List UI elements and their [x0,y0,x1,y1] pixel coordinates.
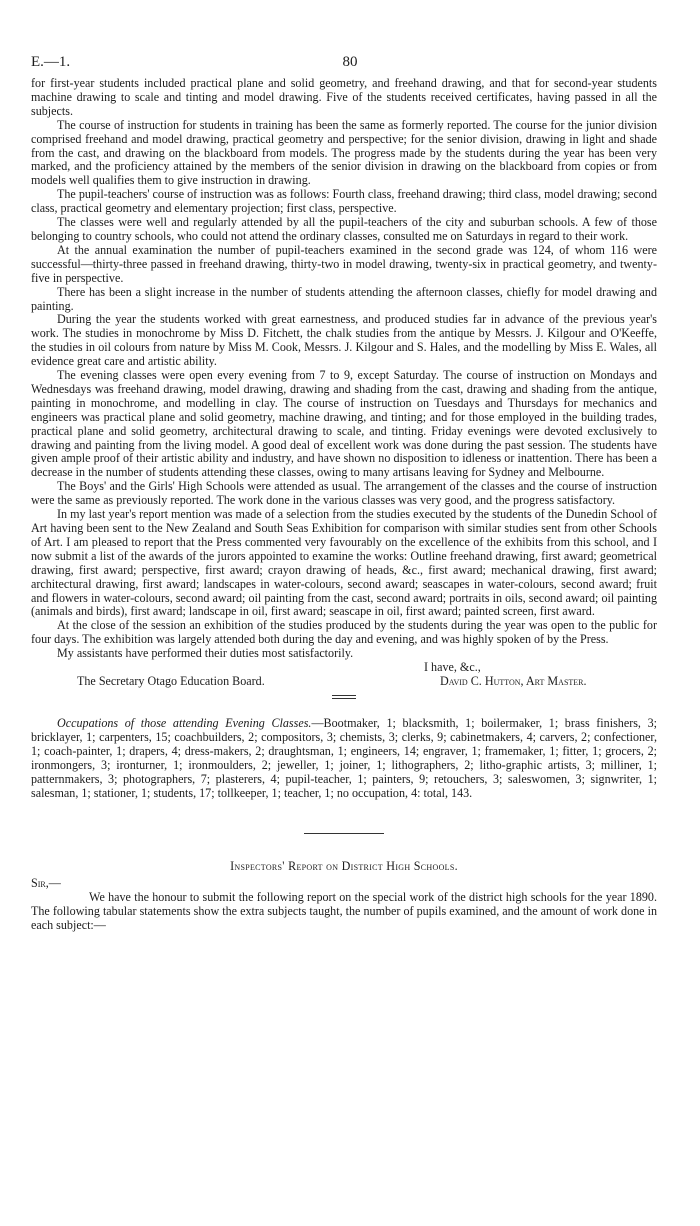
closing-line [31,661,657,675]
page-header [31,56,669,74]
paragraph: The Boys' and the Girls' High Schools were attended as usual. The arrangement of the classes and the course of instruction were the same as previously reported. The work done in the various classes was very good, and the progress satisfactory. [31,479,657,508]
recipient: The Secretary Otago Education Board. [77,674,265,689]
divider [332,695,356,696]
paragraph: At the annual examination the number of pupil-teachers examined in the second grade was 124, of whom 116 were successful—thirty-three passed in freehand drawing, thirty-two in model drawing, twenty-six in practical geometry, and twenty-five in perspective. [31,242,657,285]
occupations-label: Occupations of those attending Evening Classes. [57,716,312,731]
paragraph-continuation: for first-year students included practical plane and solid geometry, and freehand drawing, and that for second-year students machine drawing to scale and tinting and model drawing. Five of the students received certificates, having passed in all the subjects. [31,76,657,118]
section-divider [304,833,384,834]
paragraph: The evening classes were open every evening from 7 to 9, except Saturday. The course of instruction on Mondays and Wednesdays was freehand drawing, model drawing, drawing and shading from the cast, drawing and shading from the antique, painting in monochrome, and modelling in clay. The course of instruction on Tuesdays and Thursdays for mechanics and engineers was practical plane and solid geometry, machine drawing, and tinting; and for those employed in the building trades, practical plane and solid geometry, architectural drawing to scale, and tinting. Friday evenings were devoted exclusively to drawing and painting from the living model. A good deal of excellent work was done during the past session. The students have given ample proof of their artistic ability and industry, and have shown no disposition to idleness or inattention. There has been a decrease in the number of students attending these classes, owing to many artisans leaving for Sydney and Melbourne. [31,368,657,480]
paragraph: There has been a slight increase in the number of students attending the afternoon classes, chiefly for model drawing and painting. [31,284,657,313]
report-intro: We have the honour to submit the following report on the special work of the district high schools for the year 1890. The following tabular statements show the extra subjects taught, the number of pupils examined, and the amount of work done in each subject:— [31,890,657,933]
section-title: Inspectors' Report on District High Schools. [230,858,458,873]
salutation: Sir,— [31,876,61,891]
paragraph: The classes were well and regularly attended by all the pupil-teachers of the city and suburban schools. A few of those belonging to country schools, who could not attend the ordinary classes, consulted me on Saturdays in regard to their work. [31,215,657,243]
paragraph: At the close of the session an exhibition of the studies produced by the students during the year was open to the public for four days. The exhibition was largely attended both during the day and evening, and was highly spoken of by the Press. [31,618,657,647]
paragraph: My assistants have performed their duties most satisfactorily. [57,646,354,661]
paragraph: The course of instruction for students in training has been the same as formerly reported. The course for the junior division comprised freehand and model drawing, practical geometry and perspective; for the senior division, drawing in light and shade from the cast, and drawing on the blackboard from models. The progress made by the students during the year has been very marked, and the proficiency attained by the members of the senior division in drawing on the blackboard from copies or from models well qualifies them to give instruction in drawing. [31,117,657,188]
closing-phrase: I have, &c., [424,660,481,675]
occupations-paragraph [31,717,657,800]
paragraph: The pupil-teachers' course of instruction was as follows: Fourth class, freehand drawing; third class, model drawing; second class, practical geometry and elementary projection; first class, perspective. [31,187,657,216]
signature-line [31,675,657,691]
document-code: E.—1. [31,54,71,70]
divider [332,698,356,699]
author-signature: David C. Hutton, Art Master. [440,674,587,689]
occupations-list: —Bootmaker, 1; blacksmith, 1; boilermaker, 1; brass finishers, 3; bricklayer, 1; carpenters, 15; coachbuilders, 2; compositors, 3; chemists, 3; clerks, 9; cabinetmakers, 4; carvers, 2; confectioner, 1; coach-painter, 1; drapers, 4; dress-makers, 2; draughtsman, 1; engineers, 14; engraver, 1; framemaker, 1; fitter, 1; grocers, 2; ironmongers, 3; ironturner, 1; ironmoulders, 2; jeweller, 1; joiner, 1; lithographers, 2; litho-graphic artists, 3; milliner, 1; patternmakers, 3; photographers, 7; plasterers, 4; pupil-teacher, 1; painters, 9; retouchers, 3; saleswomen, 3; signwriter, 1; salesman, 1; stationer, 1; students, 17; tollkeeper, 1; teacher, 1; no occupation, 4: total, 143. [31,716,657,800]
paragraph: During the year the students worked with great earnestness, and produced studies far in advance of the previous year's work. The studies in monochrome by Miss D. Fitchett, the chalk studies from the antique by Messrs. J. Kilgour and O'Keeffe, the studies in oil colours from nature by Miss M. Cook, Messrs. J. Kilgour and S. Hales, and the modelling by Miss E. Wales, all evidence great care and artistic ability. [31,312,657,369]
paragraph: In my last year's report mention was made of a selection from the studies executed by the students of the Dunedin School of Art having been sent to the New Zealand and South Seas Exhibition for comparison with similar studies sent from other Schools of Art. I am pleased to report that the Press commented very favourably on the excellence of the exhibits from this school, and I now submit a list of the awards of the jurors appointed to examine the works: Outline freehand drawing, first award; geometrical drawing, first award; perspective, first award; crayon drawing of heads, &c., first award; mechanical drawing, first award; architectural drawing, first award; landscapes in water-colours, second award; seascapes in water-colours, second award; fruit and flowers in water-colours, second award; oil painting from the cast, second award; portraits in oils, second award; oil painting (animals and birds), first award; landscape in oil, first award; seascape in oil, first award; painted screen, first award. [31,507,657,619]
body-text [31,77,657,933]
page-number: 80 [342,54,358,70]
